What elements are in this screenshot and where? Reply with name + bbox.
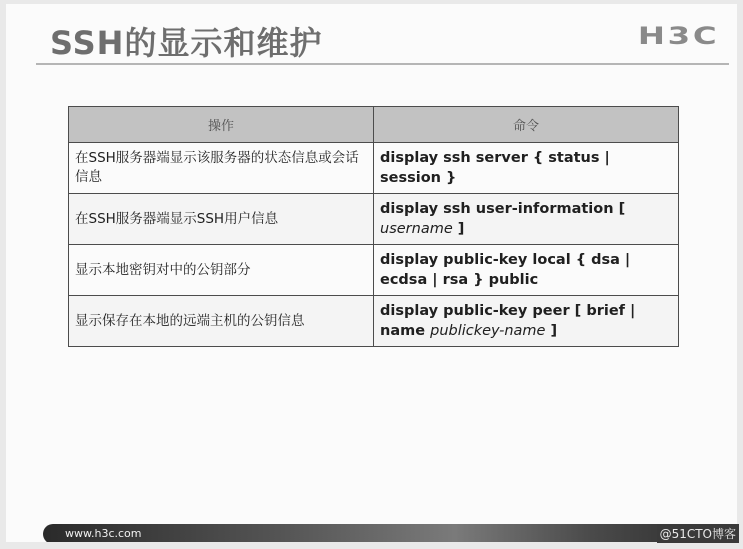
table-header-row bbox=[69, 107, 679, 143]
command-param: publickey-name bbox=[430, 323, 546, 339]
watermark: @51CTO博客 bbox=[657, 524, 739, 543]
command-cell bbox=[374, 143, 679, 194]
command-table bbox=[68, 106, 679, 347]
command-text-tail: ] bbox=[452, 221, 465, 237]
command-text: display public-key peer [ brief | name bbox=[380, 303, 636, 339]
header-command: 命令 bbox=[374, 107, 679, 143]
header-operation: 操作 bbox=[69, 107, 374, 143]
title-divider bbox=[36, 63, 729, 65]
slide-title: SSH的显示和维护 bbox=[50, 24, 323, 62]
command-text-tail: ] bbox=[545, 323, 558, 339]
command-text: display ssh server { status | session } bbox=[380, 150, 610, 186]
command-text: display public-key local { dsa | ecdsa | rsa } public bbox=[380, 252, 631, 288]
footer-url: www.h3c.com bbox=[65, 527, 142, 540]
slide bbox=[6, 4, 737, 542]
operation-cell: 在SSH服务器端显示SSH用户信息 bbox=[69, 194, 374, 245]
footer-bar bbox=[43, 524, 729, 542]
command-cell bbox=[374, 296, 679, 347]
command-cell bbox=[374, 245, 679, 296]
operation-cell: 在SSH服务器端显示该服务器的状态信息或会话信息 bbox=[69, 143, 374, 194]
operation-cell: 显示本地密钥对中的公钥部分 bbox=[69, 245, 374, 296]
command-cell bbox=[374, 194, 679, 245]
command-text: display ssh user-information [ bbox=[380, 201, 626, 217]
command-param: username bbox=[380, 221, 453, 237]
h3c-logo: H3C bbox=[637, 22, 719, 50]
table-row bbox=[69, 296, 679, 347]
operation-cell: 显示保存在本地的远端主机的公钥信息 bbox=[69, 296, 374, 347]
table-row bbox=[69, 245, 679, 296]
table-row bbox=[69, 194, 679, 245]
table-row bbox=[69, 143, 679, 194]
